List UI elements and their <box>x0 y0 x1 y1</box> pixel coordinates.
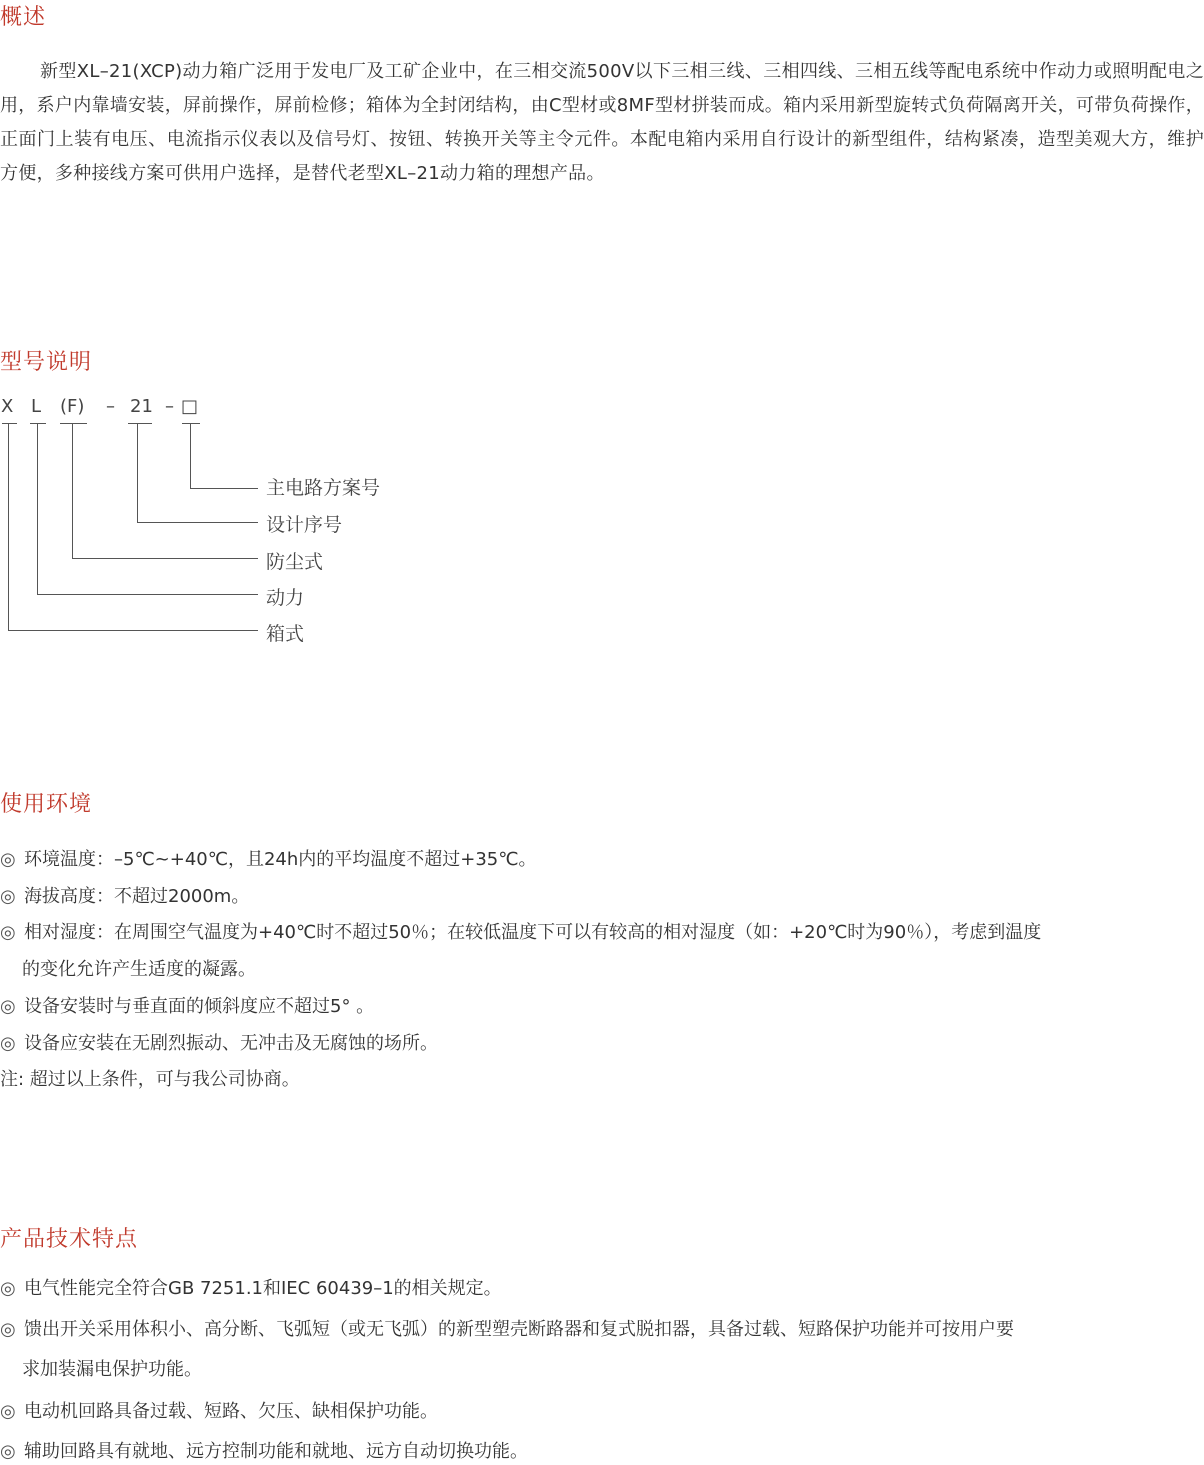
bullet-icon: ◎ <box>0 1033 16 1054</box>
code-part-scheme-box: □ <box>181 396 199 417</box>
section-title-overview: 概述 <box>0 5 47 30</box>
feature-item <box>0 1439 528 1465</box>
environment-item-text: 海拔高度：不超过2000m。 <box>24 886 250 907</box>
feature-item <box>0 1317 1014 1343</box>
section-title-model: 型号说明 <box>0 350 93 375</box>
environment-item <box>0 920 1041 946</box>
bullet-icon: ◎ <box>0 922 16 943</box>
bullet-icon: ◎ <box>0 996 16 1017</box>
environment-item <box>0 994 374 1020</box>
environment-item <box>0 884 249 910</box>
feature-item-text: 馈出开关采用体积小、高分断、飞弧短（或无飞弧）的新型塑壳断路器和复式脱扣器，具备过载、短路保护功能并可按用户要 <box>24 1319 1014 1340</box>
environment-item-text: 设备安装时与垂直面的倾斜度应不超过5° 。 <box>24 996 375 1017</box>
code-part-dash-2: – <box>165 396 174 417</box>
underline-box <box>182 423 200 424</box>
overview-paragraph: 新型XL–21(XCP)动力箱广泛用于发电厂及工矿企业中，在三相交流500V以下三相三线、三相四线、三相五线等配电系统中作动力或照明配电之用，系户内靠墙安装，屏前操作，屏前检修；箱体为全封闭结构，由C型材或8MF型材拼装而成。箱内采用新型旋转式负荷隔离开关，可带负荷操作，正面门上装有电压、电流指示仪表以及信号灯、按钮、转换开关等主令元件。本配电箱内采用自行设计的新型组件，结构紧凑，造型美观大方，维护方便，多种接线方案可供用户选择，是替代老型XL–21动力箱的理想产品。 <box>0 61 1204 184</box>
label-power: 动力 <box>266 587 305 609</box>
bullet-icon: ◎ <box>0 886 16 907</box>
bullet-icon: ◎ <box>0 1319 16 1340</box>
underline-l <box>30 423 46 424</box>
feature-item <box>0 1399 438 1425</box>
connector-scheme-vertical <box>190 423 191 489</box>
label-box-type: 箱式 <box>266 623 305 645</box>
connector-box-vertical <box>8 423 9 631</box>
connector-power-horizontal <box>37 594 258 595</box>
environment-item-text: 相对湿度：在周围空气温度为+40℃时不超过50％；在较低温度下可以有较高的相对湿度（如：+20℃时为90％），考虑到温度 <box>24 922 1042 943</box>
underline-x <box>2 423 17 424</box>
code-part-f: (F) <box>60 396 85 417</box>
environment-item-continuation: 的变化允许产生适度的凝露。 <box>22 959 256 980</box>
connector-design-horizontal <box>137 522 258 523</box>
section-title-environment: 使用环境 <box>0 792 93 817</box>
bullet-icon: ◎ <box>0 1401 16 1422</box>
bullet-icon: ◎ <box>0 1278 16 1299</box>
section-title-features: 产品技术特点 <box>0 1227 139 1252</box>
label-design-serial: 设计序号 <box>266 514 343 536</box>
connector-dustproof-horizontal <box>72 558 258 559</box>
code-part-l: L <box>31 396 42 417</box>
feature-item-text: 辅助回路具有就地、远方控制功能和就地、远方自动切换功能。 <box>24 1441 528 1462</box>
code-part-dash-1: – <box>106 396 115 417</box>
bullet-icon: ◎ <box>0 1441 16 1462</box>
environment-item-text: 环境温度：–5℃~+40℃，且24h内的平均温度不超过+35℃。 <box>24 849 537 870</box>
feature-item-text: 电动机回路具备过载、短路、欠压、缺相保护功能。 <box>24 1401 438 1422</box>
label-main-circuit-scheme: 主电路方案号 <box>266 477 381 499</box>
underline-21 <box>128 423 152 424</box>
environment-item <box>0 1031 438 1057</box>
connector-dustproof-vertical <box>72 423 73 559</box>
feature-item <box>0 1276 502 1302</box>
environment-note: 注: 超过以上条件，可与我公司协商。 <box>0 1069 300 1090</box>
feature-item-text: 电气性能完全符合GB 7251.1和IEC 60439–1的相关规定。 <box>24 1278 502 1299</box>
environment-item <box>0 847 536 873</box>
connector-scheme-horizontal <box>190 488 258 489</box>
connector-power-vertical <box>37 423 38 595</box>
environment-item-text: 设备应安装在无剧烈振动、无冲击及无腐蚀的场所。 <box>24 1033 438 1054</box>
bullet-icon: ◎ <box>0 849 16 870</box>
feature-item-continuation: 求加装漏电保护功能。 <box>22 1359 202 1380</box>
underline-f <box>60 423 87 424</box>
code-part-x: X <box>1 396 14 417</box>
model-code <box>0 396 300 424</box>
connector-box-horizontal <box>8 630 258 631</box>
connector-design-vertical <box>137 423 138 523</box>
label-dustproof: 防尘式 <box>266 551 324 573</box>
code-part-21: 21 <box>130 396 153 417</box>
